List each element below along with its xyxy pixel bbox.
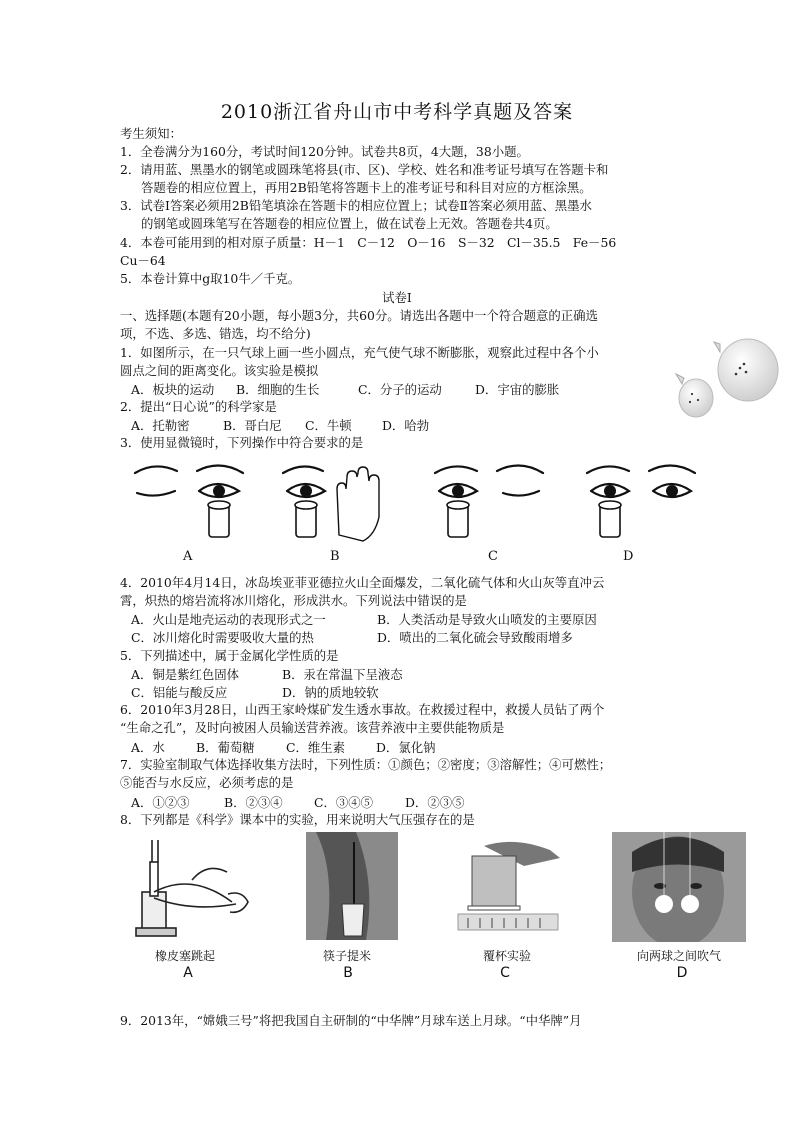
q8-caption-d: 向两球之间吹气 <box>636 949 721 963</box>
q4-option-b: B．人类活动是导致火山喷发的主要原因 <box>377 612 597 627</box>
question-7-text: 7．实验室制取气体选择收集方法时，下列性质：①颜色；②密度；③溶解性；④可燃性； <box>120 757 612 772</box>
q8-label-c: C <box>500 965 510 981</box>
q4-option-c: C．冰川熔化时需要吸收大量的热 <box>131 630 314 645</box>
question-1-text: 圆点之间的距离变化。该实验是模拟 <box>120 363 319 378</box>
q8-caption-a: 橡皮塞跳起 <box>154 949 215 963</box>
q7-option-a: A．①②③ <box>131 795 190 810</box>
question-7-text: ⑤能否与水反应，必须考虑的是 <box>120 775 294 790</box>
q8-label-a: A <box>183 965 193 981</box>
notice-line: 5．本卷计算中g取10牛／千克。 <box>120 271 301 286</box>
q2-option-c: C．牛顿 <box>305 418 352 433</box>
section-title: 试卷Ⅰ <box>382 290 412 305</box>
page-title: 2010浙江省舟山市中考科学真题及答案 <box>220 101 574 123</box>
q6-option-c: C．维生素 <box>286 740 346 755</box>
q2-option-a: A．托勒密 <box>131 418 190 433</box>
q2-option-b: B．哥白尼 <box>223 418 282 433</box>
question-3-text: 3．使用显微镜时，下列操作中符合要求的是 <box>120 435 364 450</box>
q1-option-b: B．细胞的生长 <box>236 382 320 397</box>
q3-label-a: A <box>183 549 193 564</box>
q4-option-a: A．火山是地壳运动的表现形式之一 <box>131 612 326 627</box>
question-4-text: 4．2010年4月14日，冰岛埃亚菲亚德拉火山全面爆发，二氧化硫气体和火山灰等直冲云 <box>120 575 605 590</box>
rubber-stopper-figure <box>132 832 252 942</box>
question-8-text: 8．下列都是《科学》课本中的实验，用来说明大气压强存在的是 <box>120 812 475 827</box>
chopsticks-rice-figure <box>306 832 398 940</box>
question-6-text: 6．2010年3月28日，山西王家岭煤矿发生透水事故。在救援过程中，救援人员钻了两个 <box>120 702 605 717</box>
q6-option-a: A．水 <box>131 740 165 755</box>
question-6-text: “生命之孔”，及时向被困人员输送营养液。该营养液中主要供能物质是 <box>120 720 505 735</box>
q8-caption-b: 筷子提米 <box>322 949 371 963</box>
notice-line: 2．请用蓝、黑墨水的钢笔或圆珠笔将县(市、区)、学校、姓名和准考证号填写在答题卡和 <box>120 162 609 177</box>
question-2-text: 2．提出“日心说”的科学家是 <box>120 399 277 414</box>
q7-option-c: C．③④⑤ <box>314 795 374 810</box>
q1-option-c: C．分子的运动 <box>358 382 442 397</box>
q5-option-d: D．钠的质地较软 <box>282 685 379 700</box>
question-1-text: 1．如图所示，在一只气球上画一些小圆点，充气使气球不断膨胀，观察此过程中各个小 <box>120 345 599 360</box>
q7-option-b: B．②③④ <box>224 795 283 810</box>
notice-heading: 考生须知： <box>120 126 182 141</box>
q7-option-d: D．②③⑤ <box>405 795 465 810</box>
balloon-figure <box>670 330 780 430</box>
q3-label-d: D <box>623 549 634 564</box>
q5-option-c: C．铝能与酸反应 <box>131 685 228 700</box>
q8-caption-c: 覆杯实验 <box>482 949 531 963</box>
notice-line: 的钢笔或圆珠笔写在答题卷的相应位置上，做在试卷上无效。答题卷共4页。 <box>141 216 558 231</box>
notice-line: Cu－64 <box>120 253 166 268</box>
q1-option-d: D．宇宙的膨胀 <box>475 382 560 397</box>
q6-option-b: B．葡萄糖 <box>196 740 255 755</box>
notice-line: 4．本卷可能用到的相对原子质量：H－1 C－12 O－16 S－32 Cl－35.5 Fe－56 <box>120 235 617 250</box>
blow-between-balls-figure <box>612 832 746 942</box>
section-intro: 一、选择题(本题有20小题，每小题3分，共60分。请选出各题中一个符合题意的正确选 <box>120 308 598 323</box>
q6-option-d: D．氯化钠 <box>376 740 436 755</box>
q8-label-b: B <box>343 965 353 981</box>
question-4-text: 霄，炽热的熔岩流将冰川熔化，形成洪水。下列说法中错误的是 <box>120 593 467 608</box>
notice-line: 1．全卷满分为160分，考试时间120分钟。试卷共8页，4大题，38小题。 <box>120 144 529 159</box>
question-9-text: 9．2013年，“嫦娥三号”将把我国自主研制的“中华牌”月球车送上月球。“中华牌”月 <box>120 1013 582 1028</box>
question-5-text: 5．下列描述中，属于金属化学性质的是 <box>120 648 339 663</box>
q5-option-a: A．铜是紫红色固体 <box>131 667 240 682</box>
q3-label-b: B <box>330 549 340 564</box>
q3-label-c: C <box>488 549 498 564</box>
q1-option-a: A．板块的运动 <box>131 382 215 397</box>
section-intro: 项，不选、多选、错选，均不给分) <box>120 326 311 341</box>
q4-option-d: D．喷出的二氧化硫会导致酸雨增多 <box>377 630 573 645</box>
notice-line: 答题卷的相应位置上，再用2B铅笔将答题卡上的准考证号和科目对应的方框涂黑。 <box>141 180 592 195</box>
q5-option-b: B．汞在常温下呈液态 <box>282 667 403 682</box>
cup-experiment-figure <box>454 836 564 932</box>
microscope-eyes-figure <box>125 455 705 555</box>
q2-option-d: D．哈勃 <box>382 418 430 433</box>
notice-line: 3．试卷Ⅰ答案必须用2B铅笔填涂在答题卡的相应位置上；试卷Ⅱ答案必须用蓝、黑墨水 <box>120 198 592 213</box>
q8-label-d: D <box>676 965 688 981</box>
